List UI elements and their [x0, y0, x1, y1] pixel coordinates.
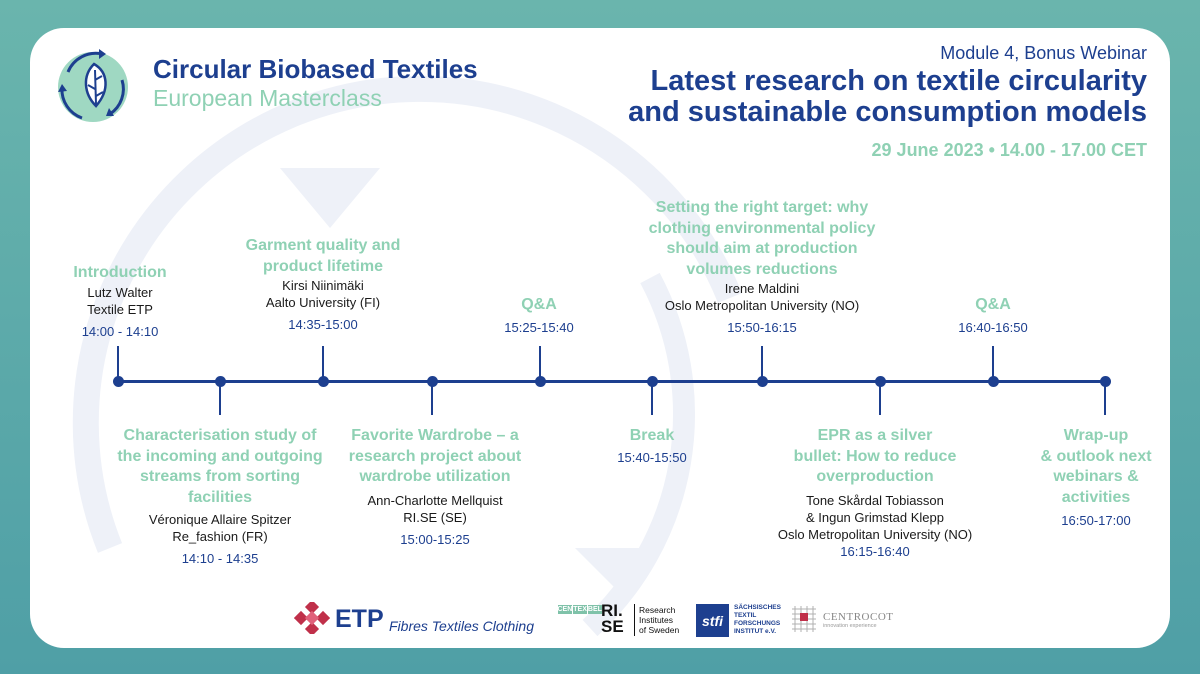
speaker-name: Kirsi Niinimäki — [282, 278, 364, 293]
session-title-line: Wrap-up — [1063, 427, 1129, 444]
session-title-line: research project about — [348, 447, 522, 465]
rise-logo-line: RI. — [601, 601, 623, 620]
speaker-name: Ann-Charlotte Mellquist — [367, 492, 503, 508]
session-time: 15:40-15:50 — [617, 449, 687, 465]
session-garment-quality — [246, 236, 401, 333]
stfi-text-line: SÄCHSISCHES — [734, 604, 781, 611]
etp-logo-text: ETP — [335, 605, 384, 633]
session-wrap-up — [1040, 426, 1151, 529]
session-characterisation — [117, 426, 322, 567]
speaker-affiliation: Re_fashion (FR) — [172, 529, 268, 544]
event-date: 29 June 2023 • 14.00 - 17.00 CET — [871, 140, 1147, 160]
webinar-card — [30, 28, 1170, 648]
session-title-line: activities — [1061, 488, 1131, 506]
session-title-line: webinars & — [1053, 468, 1139, 485]
session-title-line: Setting the right target: why — [655, 199, 869, 216]
headline — [628, 66, 1147, 128]
speaker-name: Lutz Walter — [87, 284, 153, 300]
centexbel-letters: BEL — [587, 605, 602, 613]
session-time: 14:00 - 14:10 — [81, 323, 159, 339]
session-title: Q&A — [975, 296, 1011, 313]
rise-text — [639, 605, 679, 635]
centexbel-letters: CEN — [557, 605, 573, 613]
brand-title: Circular Biobased Textiles — [153, 54, 478, 84]
centrocot-logo-text: CENTROCOT — [823, 611, 894, 623]
session-time: 15:50-16:15 — [727, 320, 797, 335]
session-favorite-wardrobe — [349, 426, 522, 548]
centrocot-grid-icon — [789, 604, 819, 634]
timeline-dot — [215, 376, 226, 387]
speaker-name: Tone Skårdal Tobiasson — [806, 492, 944, 508]
session-title: Break — [629, 427, 675, 444]
session-title-line: volumes reductions — [686, 260, 838, 278]
speaker-name: Irene Maldini — [724, 281, 800, 296]
session-time: 14:10 - 14:35 — [181, 551, 259, 566]
stfi-text — [734, 604, 781, 636]
speaker-affiliation: Aalto University (FI) — [265, 295, 381, 310]
session-setting-target — [649, 198, 876, 336]
session-time: 16:15-16:40 — [840, 543, 910, 559]
stfi-text-line: TEXTIL — [734, 612, 757, 619]
session-title: Introduction — [73, 264, 167, 281]
module-label: Module 4, Bonus Webinar — [940, 43, 1147, 63]
timeline-dot — [318, 376, 329, 387]
session-title-line: Garment quality and — [245, 237, 401, 254]
centexbel-letters: TEX — [573, 605, 587, 613]
timeline-dot — [757, 376, 768, 387]
speaker-affiliation: Textile ETP — [87, 301, 153, 317]
session-title-line: should aim at production — [666, 240, 858, 257]
timeline-dot — [875, 376, 886, 387]
stfi-text-line: FORSCHUNGS — [734, 620, 781, 627]
rise-text-line: Institutes — [639, 615, 674, 625]
session-qa-1 — [504, 295, 573, 336]
session-title-line: streams from sorting — [139, 468, 301, 485]
rise-logo-line: SE — [601, 617, 624, 636]
session-title-line: bullet: How to reduce — [793, 447, 957, 465]
centrocot-tagline: innovation experience — [823, 623, 877, 629]
session-title: Q&A — [521, 296, 557, 313]
session-introduction — [73, 263, 166, 340]
timeline-axis — [118, 380, 1106, 383]
session-title-line: Characterisation study of — [123, 427, 317, 444]
session-title-line: clothing environmental policy — [648, 219, 876, 237]
session-title-line: overproduction — [816, 468, 934, 485]
speaker-affiliation: RI.SE (SE) — [403, 509, 467, 525]
timeline-dot — [535, 376, 546, 387]
headline-line-1: Latest research on textile circularity — [650, 65, 1147, 97]
session-break — [617, 426, 686, 466]
stfi-logo: stfi — [696, 604, 729, 637]
speaker-affiliation: Oslo Metropolitan University (NO) — [777, 526, 973, 542]
headline-line-2: and sustainable consumption models — [628, 96, 1147, 128]
centexbel-logo — [557, 604, 602, 636]
session-epr — [778, 426, 972, 560]
session-title-line: Favorite Wardrobe – a — [351, 427, 519, 444]
session-qa-2 — [958, 295, 1027, 336]
session-time: 15:25-15:40 — [504, 319, 574, 335]
session-title-line: EPR as a silver — [817, 427, 933, 444]
stfi-text-line: INSTITUT e.V. — [734, 628, 777, 635]
timeline-dot — [1100, 376, 1111, 387]
circular-leaf-logo-icon — [52, 44, 134, 126]
session-title-line: facilities — [187, 488, 253, 506]
timeline-dot — [427, 376, 438, 387]
timeline-dot — [988, 376, 999, 387]
session-title-line: the incoming and outgoing — [117, 447, 323, 465]
speaker-name: Véronique Allaire Spitzer — [148, 512, 292, 527]
session-title-line: wardrobe utilization — [359, 468, 511, 485]
rise-text-line: Research — [639, 605, 676, 615]
session-title-line: product lifetime — [262, 257, 384, 275]
etp-cross-icon — [294, 602, 330, 634]
rise-logo — [601, 603, 624, 635]
session-time: 14:35-15:00 — [288, 317, 358, 332]
session-time: 15:00-15:25 — [400, 531, 470, 547]
speaker-affiliation: Oslo Metropolitan University (NO) — [664, 298, 860, 313]
session-title-line: & outlook next — [1040, 447, 1152, 465]
rise-text-line: of Sweden — [639, 625, 680, 635]
timeline-dot — [113, 376, 124, 387]
rise-divider — [634, 604, 635, 636]
brand-subtitle: European Masterclass — [153, 85, 382, 111]
speaker-name: & Ingun Grimstad Klepp — [805, 509, 945, 525]
session-time: 16:50-17:00 — [1061, 513, 1131, 528]
session-time: 16:40-16:50 — [958, 319, 1028, 335]
etp-tagline: Fibres Textiles Clothing — [389, 618, 534, 634]
timeline-dot — [647, 376, 658, 387]
